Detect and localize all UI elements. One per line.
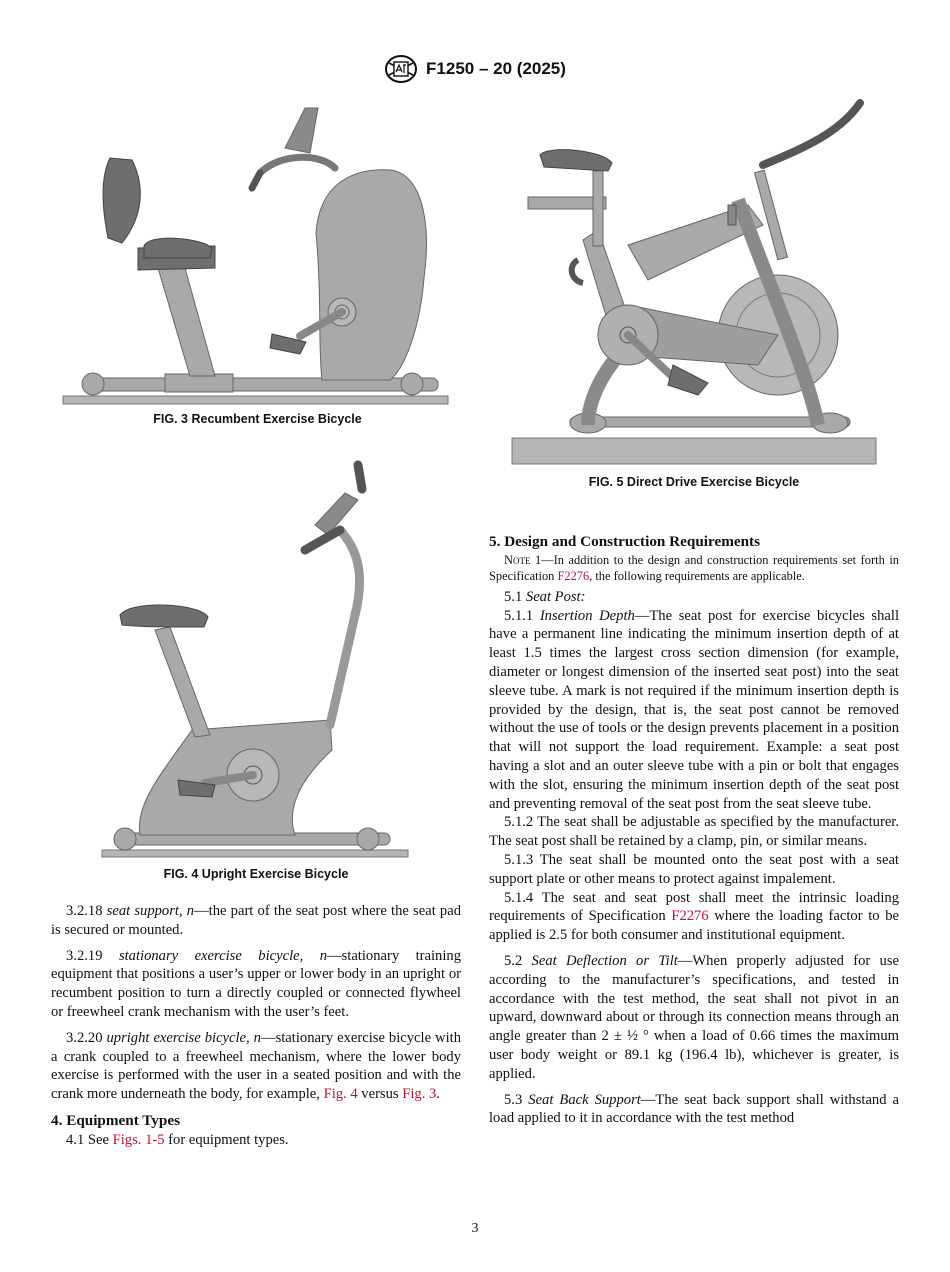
figure-3-recumbent-bicycle <box>60 98 455 408</box>
link-f2276-2[interactable]: F2276 <box>671 908 709 925</box>
paragraph-5-3: 5.3 Seat Back Support—The seat back support shall withstand a load applied to it in accordance with the test method <box>489 1091 900 1127</box>
figure-5-caption: FIG. 5 Direct Drive Exercise Bicycle <box>588 475 800 489</box>
document-designation: F1250 – 20 (2025) <box>426 59 566 78</box>
right-column <box>489 525 899 1128</box>
left-column <box>51 902 461 1150</box>
definition-3-2-20: 3.2.20 upright exercise bicycle, n—stationary exercise bicycle with a crank coupled to a freewheel mechanism, where the lower body exercise is performed with the user in a seated position and with the crank more underneath the body, for example, Fig. 4 versus Fig. 3. <box>51 1029 461 1103</box>
link-f2276[interactable]: F2276 <box>557 568 590 583</box>
paragraph-5-1-3: 5.1.3 The seat shall be mounted onto the seat post with a seat support plate or other means to protect against impalement. <box>489 851 899 887</box>
figure-5-direct-drive-bicycle <box>508 95 880 467</box>
section-5-heading: 5. Design and Construction Requirements <box>489 533 761 550</box>
paragraph-5-1: 5.1 Seat Post: <box>504 588 586 605</box>
paragraph-5-1-4: 5.1.4 The seat and seat post shall meet the intrinsic loading requirements of Specification F2276 where the loading factor to be applied is 2.5 for both consumer and institutional equipment. <box>489 889 900 944</box>
definition-3-2-19: 3.2.19 stationary exercise bicycle, n—stationary training equipment that positions a user’s upper or lower body in an upright or recumbent position to turn a directly coupled or connected flywheel or freewheel crank mechanism with the user’s feet. <box>51 947 461 1020</box>
paragraph-5-2: 5.2 Seat Deflection or Tilt—When properly adjusted for use according to the manufacturer’s specifications, and tested in accordance with the test method, the seat shall not pivot in an upward, downward about or through its connection means through an angle greater than 2 ± ½ ° when a load of 0.66 times the maximum user body weight or 89.1 kg (196.4 lb), whichever is greater, is applied. <box>489 952 899 1082</box>
section-4-heading: 4. Equipment Types <box>51 1111 180 1129</box>
paragraph-5-1-2: 5.1.2 The seat shall be adjustable as specified by the manufacturer. The seat post shall be retained by a clamp, pin, or similar means. <box>489 814 899 850</box>
paragraph-4-1: 4.1 See Figs. 1-5 for equipment types. <box>66 1131 289 1148</box>
paragraph-5-1-1: 5.1.1 Insertion Depth—The seat post for exercise bicycles shall have a permanent line indicating the minimum insertion depth of at least 1.5 times the largest cross section dimension (for example, diameter or longest dimension of the inserted seat post) into the seat sleeve tube. A mark is not required if the minimum insertion depth is provided by the design, that is, the seat post cannot be removed without the use of tools or the design prevents placement in a position that will not support the load requirement. Example: a seat post having a slot and an outer sleeve tube with a pin or bolt that engages with the slot, ensuring the minimum insertion depth of the seat post and preventing removal of the seat post from the seat sleeve tube. <box>489 607 899 812</box>
definition-3-2-18: 3.2.18 seat support, n—the part of the seat post where the seat pad is secured or mounted. <box>51 903 461 938</box>
link-fig-4[interactable]: Fig. 4 <box>323 1086 358 1103</box>
note-1: Note 1—In addition to the design and construction requirements set forth in Specification F2276, the following requirements are applicable. <box>489 552 899 583</box>
page-number: 3 <box>471 1221 479 1236</box>
link-fig-3[interactable]: Fig. 3 <box>402 1086 437 1103</box>
page-header <box>0 54 950 89</box>
figure-4-caption: FIG. 4 Upright Exercise Bicycle <box>163 867 349 881</box>
figure-4-upright-bicycle <box>100 455 412 860</box>
link-figs-1-5[interactable]: Figs. 1-5 <box>112 1131 165 1148</box>
figure-3-caption: FIG. 3 Recumbent Exercise Bicycle <box>153 412 362 426</box>
astm-logo-icon <box>384 54 418 84</box>
